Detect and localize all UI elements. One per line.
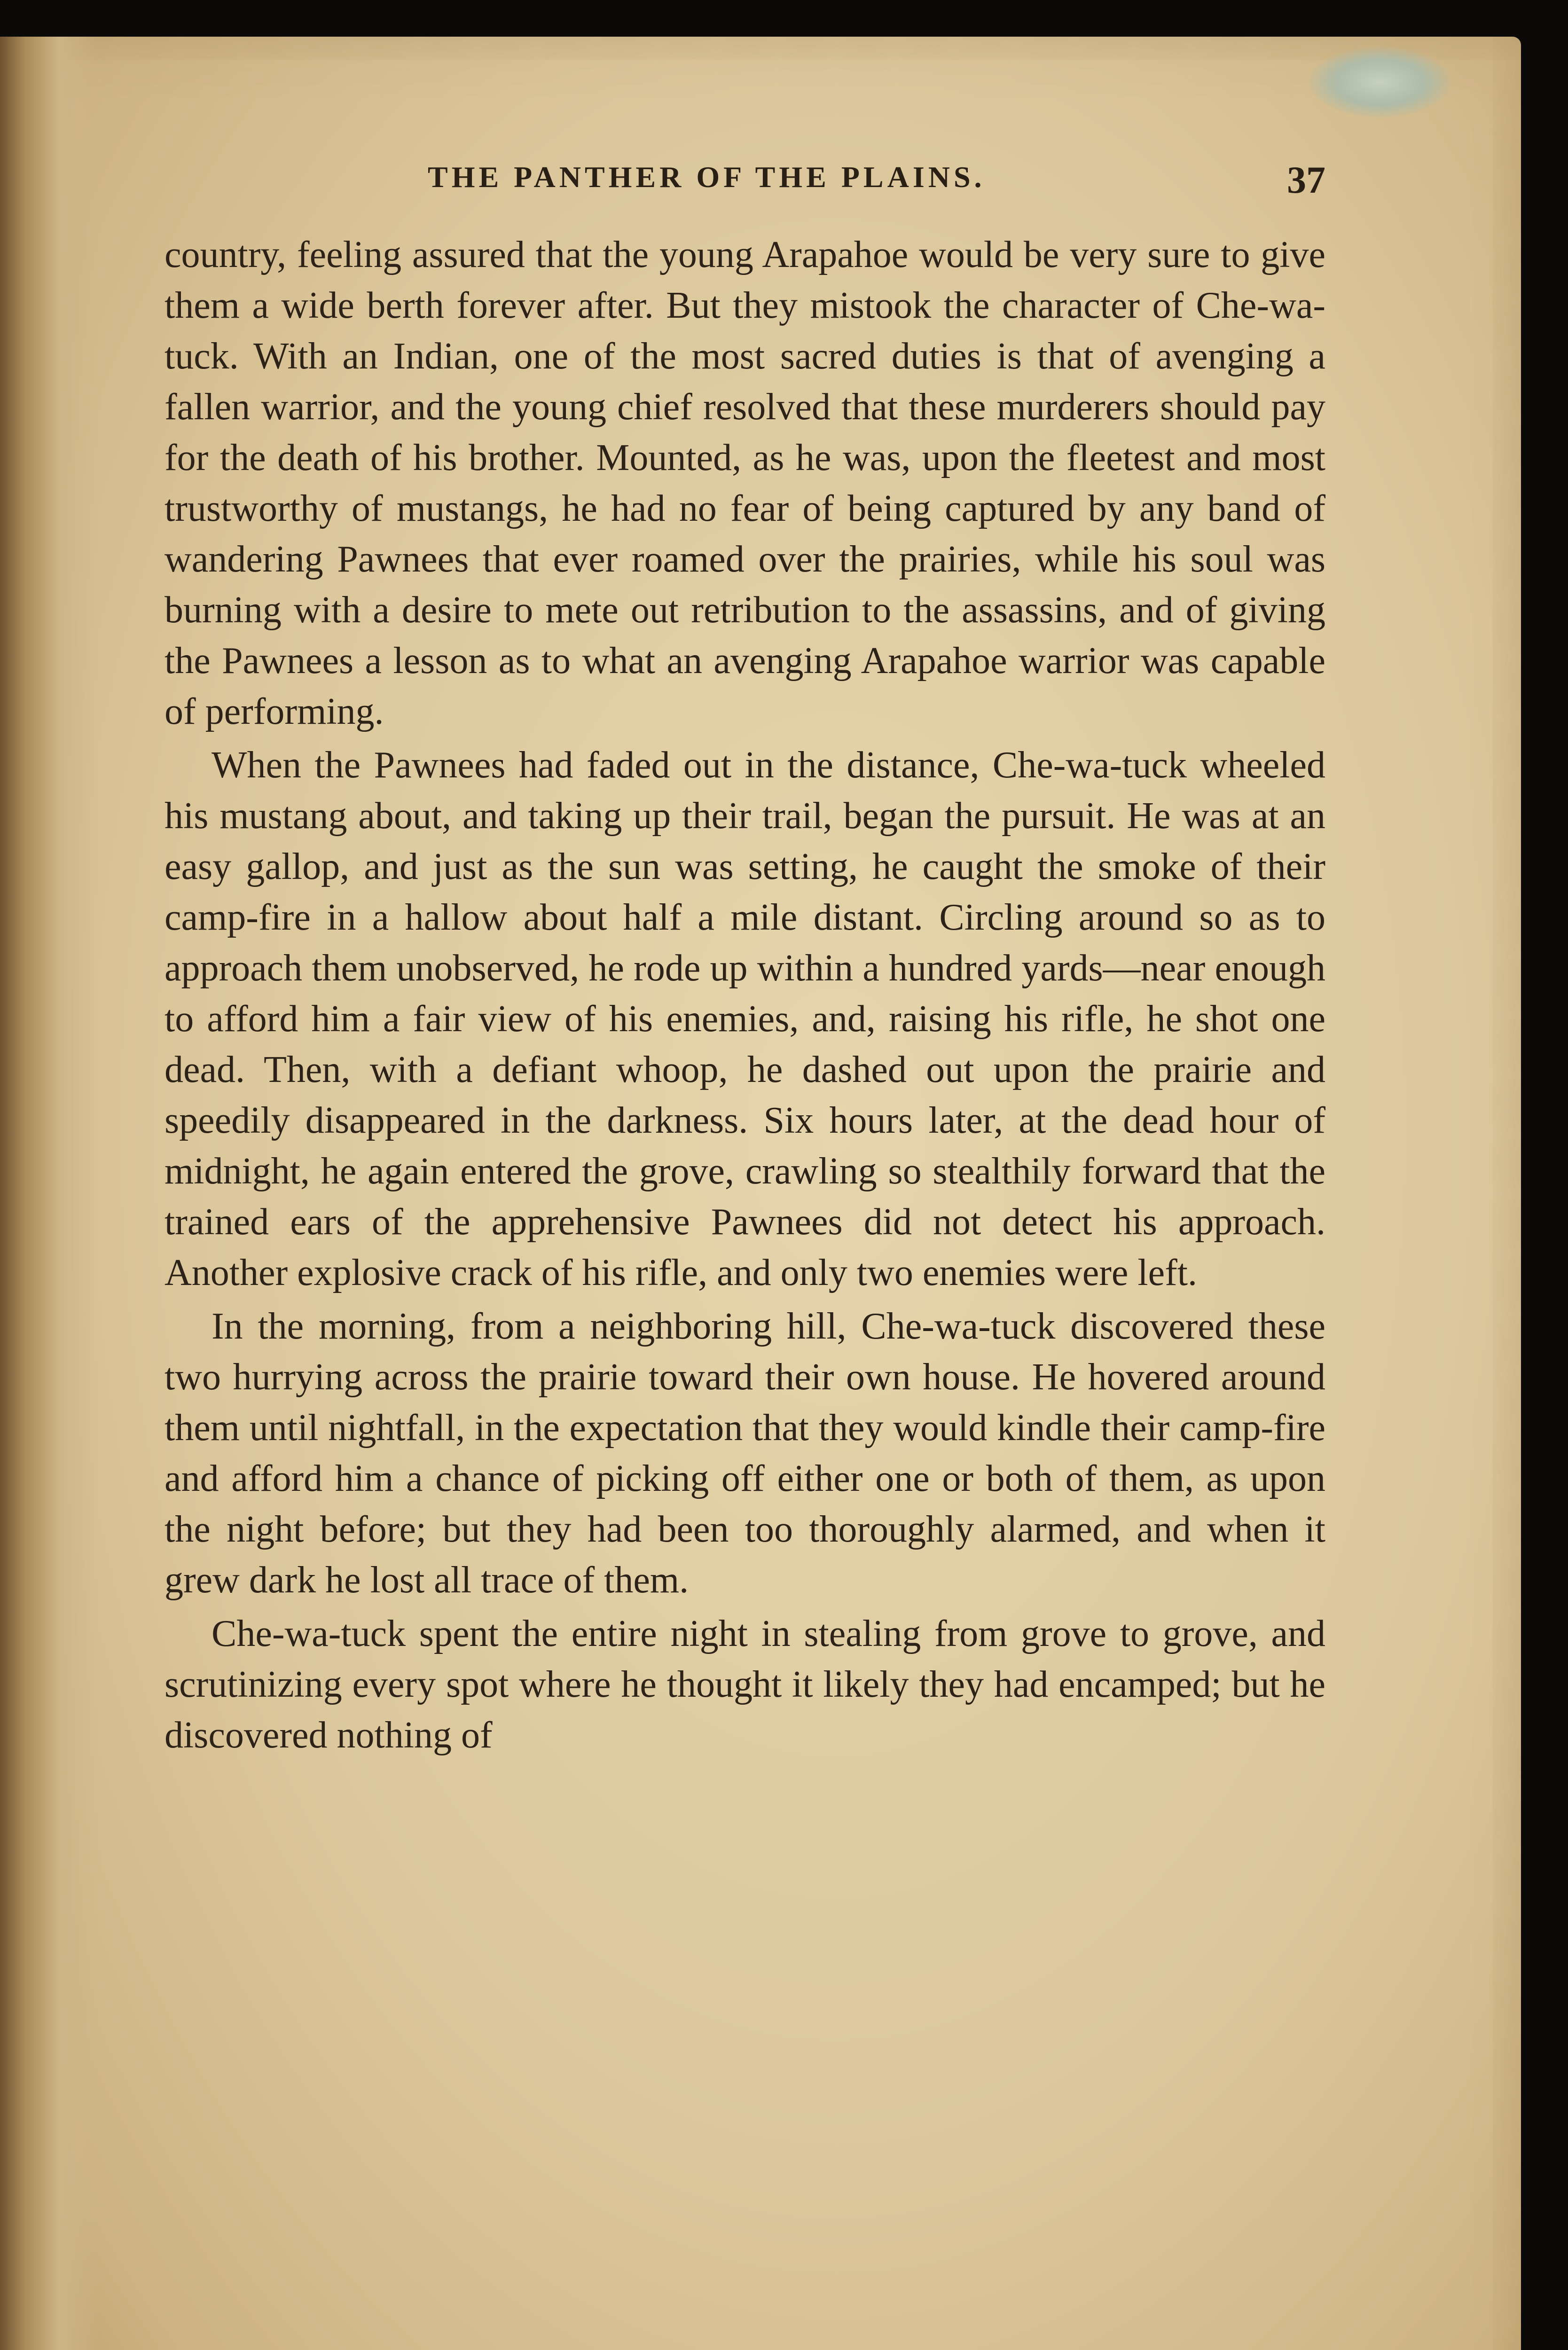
body-text [165,229,1325,1763]
running-head [165,160,1325,212]
page-gutter-shadow [0,37,99,2350]
paragraph-2: When the Pawnees had faded out in the distance, Che-wa-tuck wheeled his mustang about, and taking up their trail, began the pursuit. He was at an easy gallop, and just as the sun was setting, he caught the smoke of their camp-fire in a hallow about half a mile distant. Circling around so as to approach them unobserved, he rode up within a hundred yards—near enough to afford him a fair view of his enemies, and, raising his rifle, he shot one dead. Then, with a defiant whoop, he dashed out upon the prairie and speedily disappeared in the darkness. Six hours later, at the dead hour of midnight, he again entered the grove, crawling so stealthily forward that the trained ears of the apprehensive Pawnees did not detect his approach. Another explosive crack of his rifle, and only two enemies were left. [165,744,1325,1293]
paragraph-4: Che-wa-tuck spent the entire night in stealing from grove to grove, and scrutinizing every spot where he thought it likely they had encamped; but he discovered nothing of [165,1613,1325,1756]
paragraph-3: In the morning, from a neighboring hill, Che-wa-tuck discovered these two hurrying across the prairie toward their own house. He hovered around them until nightfall, in the expectation that they would kindle their camp-fire and afford him a chance of picking off either one or both of them, as upon the night before; but they had been too thoroughly alarmed, and when it grew dark he lost all trace of them. [165,1306,1325,1601]
page-number: 37 [1287,158,1325,201]
paragraph-1: country, feeling assured that the young Arapahoe would be very sure to give them a wide berth forever after. But they mistook the character of Che-wa-tuck. With an Indian, one of the most sacred duties is that of avenging a fallen warrior, and the young chief resolved that these murderers should pay for the death of his brother. Mounted, as he was, upon the fleetest and most trustworthy of mustangs, he had no fear of being captured by any band of wandering Pawnees that ever roamed over the prairies, while his soul was burning with a desire to mete out retribution to the assassins, and of giving the Pawnees a lesson as to what an avenging Arapahoe warrior was capable of performing. [165,234,1325,732]
paper-stain [1309,47,1450,118]
running-title: THE PANTHER OF THE PLAINS. [428,160,986,194]
book-page [0,37,1521,2350]
